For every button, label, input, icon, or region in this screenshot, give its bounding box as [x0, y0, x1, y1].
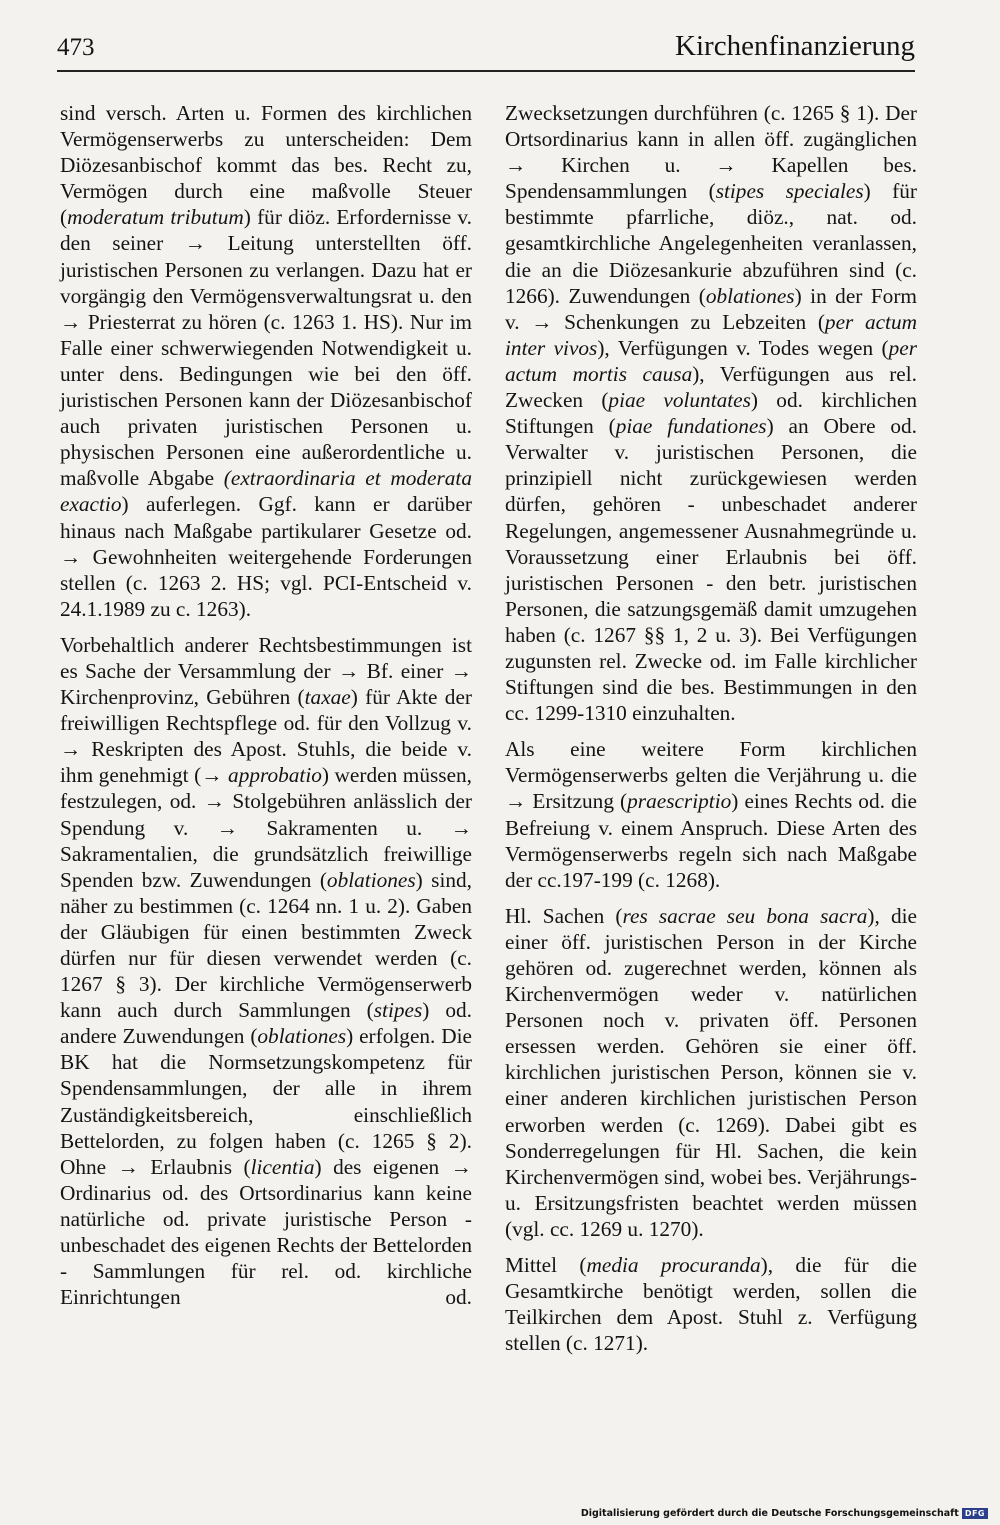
italic-term: oblationes: [705, 283, 795, 308]
italic-term: media procuranda: [586, 1253, 761, 1278]
italic-term: approbatio: [228, 763, 322, 788]
text-run: ), Verfügungen v. Todes wegen (: [597, 335, 889, 360]
italic-term: stipes: [373, 998, 423, 1023]
italic-term: per actum inter vivos: [505, 309, 917, 360]
header-rule: [57, 70, 915, 72]
italic-term: taxae: [304, 685, 351, 710]
italic-term: praescriptio: [627, 789, 732, 814]
text-run: Mittel (: [505, 1253, 587, 1278]
digitization-note: Digitalisierung gefördert durch die Deutsche Forschungsgemeinschaft: [580, 1508, 959, 1519]
text-run: ) für Akte der freiwilligen Rechtspflege od. für den Vollzug v. → Reskripten des Apost. Stuhls, die beide v. ihm genehmigt (→: [60, 685, 472, 788]
footer: [581, 1508, 988, 1519]
right-column: [505, 100, 917, 1366]
paragraph: [505, 1252, 917, 1356]
text-run: Zwecksetzungen durchführen (c. 1265 § 1). Der Ortsordinarius kann in allen öff. zugänglichen → Kirchen u. → Kapellen bes. Spendensammlungen (: [505, 101, 917, 204]
italic-term: piae voluntates: [608, 388, 751, 413]
italic-term: per actum mortis causa: [505, 335, 917, 386]
left-column: [60, 100, 472, 1320]
paragraph: [505, 903, 917, 1242]
paragraph: [60, 632, 472, 1310]
text-run: ), Verfügungen aus rel. Zwecken (: [505, 361, 917, 413]
paragraph: [505, 736, 917, 893]
text-run: Hl. Sachen (: [505, 903, 623, 928]
text-run: sind versch. Arten u. Formen des kirchlichen Vermögenserwerbs zu unterscheiden: Dem Diözesanbischof kommt das bes. Recht zu, Vermögen durch eine maßvolle Steuer (: [60, 101, 472, 230]
dfg-logo: DFG: [962, 1508, 988, 1519]
italic-term: piae fundationes: [615, 414, 767, 439]
text-run: ) für diöz. Erfordernisse v. den seiner → Leitung unterstellten öff. juristischen Personen zu verlangen. Dazu hat er vorgängig den Vermögensverwaltungsrat u. den → Priesterrat zu hören (c. 1263 1. HS). Nur im Falle einer schwerwiegenden Notwendigkeit u. unter dens. Bedingungen wie bei den öff. juristischen Personen kann der Diözesanbischof auch privaten juristischen Personen u. physischen Personen eine außerordentliche u. maßvolle Abgabe: [60, 205, 472, 491]
text-run: ), die einer öff. juristischen Person in der Kirche gehören od. zugerechnet werden, können als Kirchenvermögen weder v. natürlichen Personen noch v. privaten öff. Personen ersessen werden. Gehören sie einer öff. kirchlichen juristischen Person, können sie v. einer anderen kirchlichen juristischen Person erworben werden (c. 1269). Dabei gibt es Sonderregelungen für Hl. Sachen, die kein Kirchenvermögen sind, wobei bes. Verjährungs- u. Ersitzungsfristen beachtet werden müssen (vgl. cc. 1269 u. 1270).: [505, 903, 917, 1241]
text-run: ) an Obere od. Verwalter v. juristischen Personen, die prinzipiell nicht zurückgewiesen werden dürfen, gehören - unbeschadet anderer Regelungen, angemessener Ausnahmegründe u. Voraussetzung einer Erlaubnis bei öff. juristischen Personen - den betr. juristischen Personen, die satzungsgemäß damit umzugehen haben (c. 1267 §§ 1, 2 u. 3). Bei Verfügungen zugunsten rel. Zwecke od. im Falle kirchlicher Stiftungen sind die bes. Bestimmungen in den cc. 1299-1310 einzuhalten.: [505, 414, 917, 726]
paragraph: [505, 100, 917, 726]
paragraph: [60, 100, 472, 622]
text-run: Als eine weitere Form kirchlichen Vermögenserwerbs gelten die Verjährung u. die → Ersitzung (: [505, 737, 917, 814]
italic-term: res sacrae seu bona sacra: [622, 903, 868, 928]
italic-term: (extraordinaria et moderata exactio: [60, 466, 472, 517]
text-run: ) erfolgen. Die BK hat die Normsetzungskompetenz für Spendensammlungen, der alle in ihrem Zuständigkeitsbereich, einschließlich Bettelorden, zu folgen haben (c. 1265 § 2). Ohne → Erlaubnis (: [60, 1024, 472, 1179]
text-run: ) od. kirchlichen Stiftungen (: [505, 388, 917, 439]
italic-term: oblationes: [257, 1024, 347, 1049]
italic-term: moderatum tributum: [67, 205, 244, 230]
text-run: ) werden müssen, festzulegen, od. → Stolgebühren anlässlich der Spendung v. → Sakramenten u. → Sakramentalien, die grundsätzlich freiwillige Spenden bzw. Zuwendungen (: [60, 763, 472, 892]
text-run: ) od. andere Zuwendungen (: [60, 998, 472, 1049]
text-run: ) in der Form v. → Schenkungen zu Lebzeiten (: [505, 283, 917, 334]
text-run: ) eines Rechts od. die Befreiung v. einem Anspruch. Diese Arten des Vermögenserwerbs regeln sich nach Maßgabe der cc.197-199 (c. 1268).: [505, 789, 917, 892]
text-run: ) sind, näher zu bestimmen (c. 1264 nn. 1 u. 2). Gaben der Gläubigen für einen bestimmten Zweck dürfen nur für diesen verwendet werden (c. 1267 § 3). Der kirchliche Vermögenserwerb kann auch durch Sammlungen (: [60, 867, 472, 1023]
text-run: ) auferlegen. Ggf. kann er darüber hinaus nach Maßgabe partikularer Gesetze od. → Gewohnheiten weitergehende Forderungen stellen (c. 1263 2. HS; vgl. PCI-Entscheid v. 24.1.1989 zu c. 1263).: [60, 492, 472, 621]
page-number: 473: [57, 34, 95, 61]
italic-term: oblationes: [326, 867, 416, 892]
text-run: Vorbehaltlich anderer Rechtsbestimmungen ist es Sache der Versammlung der → Bf. einer → Kirchenprovinz, Gebühren (: [60, 632, 472, 710]
text-run: ), die für die Gesamtkirche benötigt werden, sollen die Teilkirchen dem Apost. Stuhl z. Verfügung stellen (c. 1271).: [505, 1253, 917, 1356]
italic-term: licentia: [250, 1154, 315, 1179]
running-title: Kirchenfinanzierung: [675, 30, 915, 62]
text-run: ) für bestimmte pfarrliche, diöz., nat. od. gesamtkirchliche Angelegenheiten veranlassen, die an die Diözesankurie abzuführen sind (c. 1266). Zuwendungen (: [505, 179, 917, 308]
text-run: ) des eigenen → Ordinarius od. des Ortsordinarius kann keine natürliche od. private juristische Person - unbeschadet des eigenen Rechts der Bettelorden - Sammlungen für rel. od. kirchliche Einrichtungen od.: [60, 1154, 472, 1310]
italic-term: stipes speciales: [715, 179, 864, 204]
